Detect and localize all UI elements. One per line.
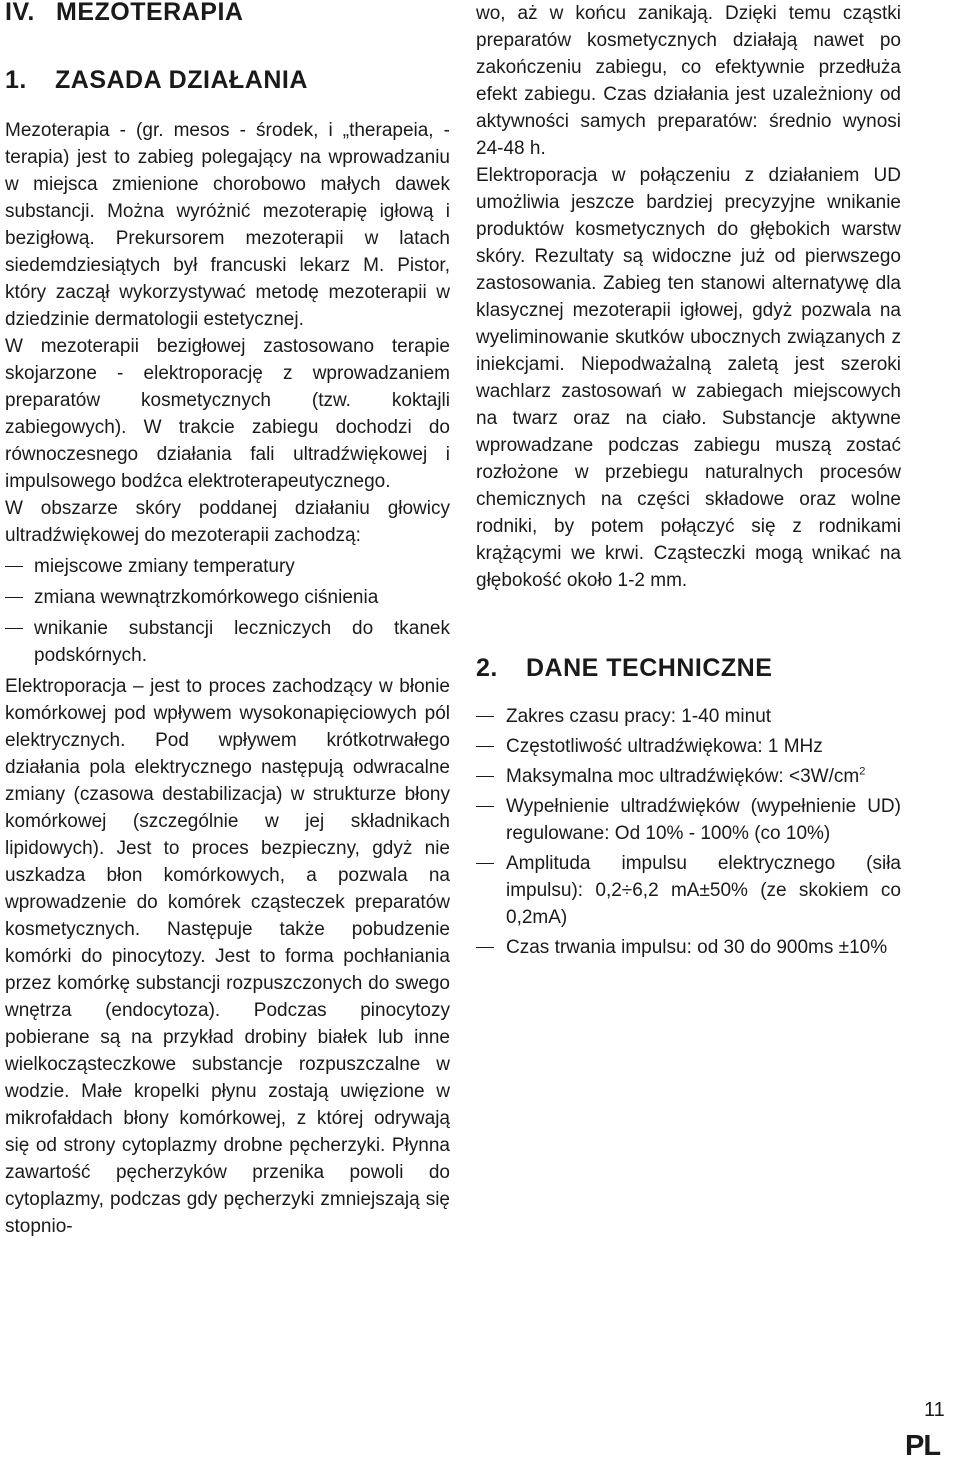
superscript: 2 <box>859 765 866 778</box>
spec-item: Czas trwania impulsu: od 30 do 900ms ±10% <box>476 934 901 961</box>
section-1-number: 1. <box>5 66 27 94</box>
effects-list <box>5 553 450 669</box>
section-1-heading <box>5 65 450 95</box>
paragraph: wo, aż w końcu zanikają. Dzięki temu cząstki preparatów kosmetycznych działają nawet po zakończeniu zabiegu, co efektywnie przedłuża efekt zabiegu. Czas działania jest uzależniony od aktywności samych preparatów: średnio wynosi 24-48 h. <box>476 3 901 159</box>
list-item: wnikanie substancji leczniczych do tkanek podskórnych. <box>5 615 450 669</box>
paragraph: Elektroporacja w połączeniu z działaniem UD umożliwia jeszcze bardziej precyzyjne wnikanie produktów kosmetycznych do głębokich warstw skóry. Rezultaty są widoczne już od pierwszego zastosowania. Zabieg ten stanowi alternatywę dla klasycznej mezoterapii igłowej, gdyż pozwala na wyeliminowanie skutków ubocznych związanych z iniekcjami. Niepodważalną zaletą jest szeroki wachlarz zastosowań w zabiegach miejscowych na twarz oraz na ciało. Substancje aktywne wprowadzane podczas zabiegu muszą zostać rozłożone w przebiegu naturalnych procesów chemicznych na części składowe oraz wolne rodniki, by potem połączyć się z rodnikami krążącymi we krwi. Cząsteczki mogą wnikać na głębokość około 1-2 mm. <box>476 165 901 591</box>
chapter-title: MEZOTERAPIA <box>56 0 244 26</box>
paragraph: Elektroporacja – jest to proces zachodzący w błonie komórkowej pod wpływem wysokonapięciowych pól elektrycznych. Pod wpływem krótkotrwałego działania pola elektrycznego następują odwracalne zmiany (czasowa destabilizacja) w strukturze błony komórkowej (szczególnie w jej składnikach lipidowych). Jest to proces bezpieczny, gdyż nie uszkadza błon komórkowych, a pozwala na wprowadzenie do komórek cząsteczek preparatów kosmetycznych. Następuje także pobudzenie komórki do pinocytozy. Jest to forma pochłaniania przez komórkę substancji rozpuszczonych do swego wnętrza (endocytoza). Podczas pinocytozy pobierane są na przykład drobiny białek lub inne wielkocząsteczkowe substancje rozpuszczalne w wodzie. Małe kropelki płynu zostają uwięzione w mikrofałdach błony komórkowej, z której odrywają się od strony cytoplazmy drobne pęcherzyki. Płynna zawartość pęcherzyków przenika powoli do cytoplazmy, podczas gdy pęcherzyki zmniejszają się stopnio- <box>5 676 450 1237</box>
spec-item-text: Maksymalna moc ultradźwięków: <3W/cm <box>506 766 860 787</box>
spec-item: Częstotliwość ultradźwiękowa: 1 MHz <box>476 733 901 760</box>
paragraph: W obszarze skóry poddanej działaniu głowicy ultradźwiękowej do mezoterapii zachodzą: <box>5 498 450 546</box>
list-item: zmiana wewnątrzkomórkowego ciśnienia <box>5 584 450 611</box>
spec-item: Wypełnienie ultradźwięków (wypełnienie UD) regulowane: Od 10% - 100% (co 10%) <box>476 793 901 847</box>
chapter-number: IV. <box>5 0 35 26</box>
paragraph: Mezoterapia - (gr. mesos - środek, i „therapeia, - terapia) jest to zabieg polegający na wprowadzaniu w miejsca zmienione chorobowo małych dawek substancji. Można wyróżnić mezoterapię igłową i bezigłową. Prekursorem mezoterapii w latach siedemdziesiątych był francuski lekarz M. Pistor, który zaczął wykorzystywać metodę mezoterapii w dziedzinie dermatologii estetycznej. <box>5 120 450 330</box>
section-2-number: 2. <box>476 654 498 682</box>
spec-item: Zakres czasu pracy: 1-40 minut <box>476 703 901 730</box>
technical-specs-list <box>476 703 901 961</box>
paragraph: W mezoterapii bezigłowej zastosowano terapie skojarzone - elektroporację z wprowadzaniem preparatów kosmetycznych (tzw. koktajli zabiegowych). W trakcie zabiegu dochodzi do równoczesnego działania fali ultradźwiękowej i impulsowego bodźca elektroterapeutycznego. <box>5 336 450 492</box>
page-number: 11 <box>924 1399 945 1421</box>
section-2-heading <box>476 653 901 683</box>
list-item: miejscowe zmiany temperatury <box>5 553 450 580</box>
left-column <box>5 0 450 1240</box>
spec-item: Amplituda impulsu elektrycznego (siła impulsu): 0,2÷6,2 mA±50% (ze skokiem co 0,2mA) <box>476 850 901 931</box>
right-column <box>476 0 901 964</box>
chapter-heading <box>5 0 450 27</box>
section-1-title: ZASADA DZIAŁANIA <box>55 66 308 94</box>
language-code: PL <box>905 1430 941 1462</box>
section-2-title: DANE TECHNICZNE <box>526 654 773 682</box>
spec-item <box>476 763 901 790</box>
